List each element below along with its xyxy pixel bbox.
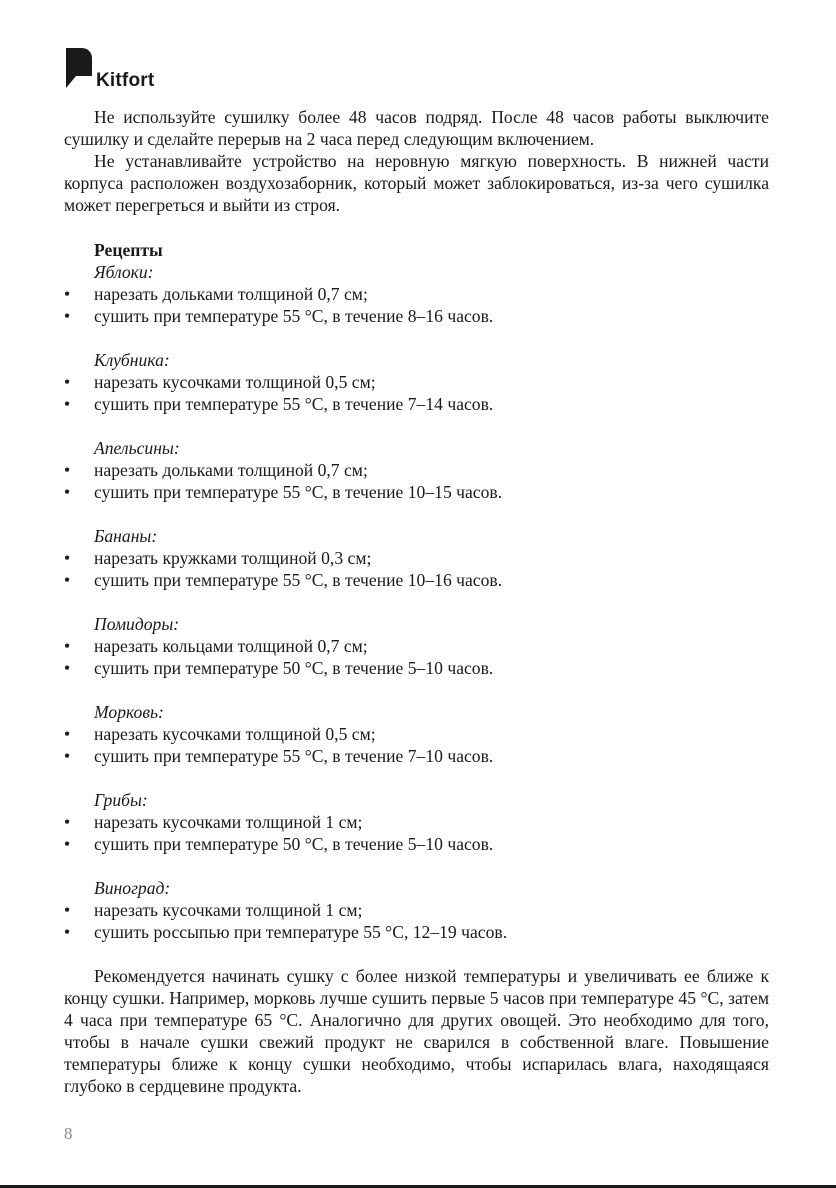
document-body (64, 106, 769, 1097)
kitfort-logo (64, 46, 154, 90)
recipe (64, 877, 769, 943)
recipe-step: • сушить при температуре 55 °C, в течение 8–16 часов. (64, 305, 769, 327)
recipe-step: • сушить при температуре 50 °C, в течение 5–10 часов. (64, 833, 769, 855)
recipe (64, 789, 769, 855)
page-number: 8 (64, 1124, 73, 1143)
recipe-name: Бананы: (94, 526, 158, 546)
recipe-steps (64, 459, 769, 503)
recipe-step: • нарезать кусочками толщиной 1 см; (64, 811, 769, 833)
recipe (64, 349, 769, 415)
intro-paragraph: Не используйте сушилку более 48 часов подряд. После 48 часов работы выключите сушилку и сделайте перерыв на 2 часа перед следующим включением. (64, 107, 769, 149)
recipe-step: • сушить при температуре 55 °C, в течение 10–15 часов. (64, 481, 769, 503)
recipe-name: Виноград: (94, 878, 171, 898)
recipe-step: • сушить при температуре 55 °C, в течение 7–10 часов. (64, 745, 769, 767)
recipe-step: • нарезать кусочками толщиной 1 см; (64, 899, 769, 921)
recipe (64, 261, 769, 327)
recipe-steps (64, 811, 769, 855)
recipe-step: • нарезать дольками толщиной 0,7 см; (64, 283, 769, 305)
recipes-heading: Рецепты (94, 240, 163, 260)
intro-paragraph: Не устанавливайте устройство на неровную мягкую поверхность. В нижней части корпуса расположен воздухозаборник, который может заблокироваться, из-за чего сушилка может перегреться и выйти из строя. (64, 151, 769, 215)
recipe-name: Грибы: (94, 790, 148, 810)
recipe-step: • нарезать дольками толщиной 0,7 см; (64, 459, 769, 481)
recipe-steps (64, 283, 769, 327)
recipe-step: • сушить при температуре 55 °C, в течение 10–16 часов. (64, 569, 769, 591)
recipe-steps (64, 635, 769, 679)
recipe-name: Яблоки: (94, 262, 154, 282)
recipe (64, 613, 769, 679)
recipe-step: • сушить россыпью при температуре 55 °C, 12–19 часов. (64, 921, 769, 943)
recipe-step: • нарезать кусочками толщиной 0,5 см; (64, 371, 769, 393)
recipe-step: • сушить при температуре 55 °C, в течение 7–14 часов. (64, 393, 769, 415)
closing-paragraph: Рекомендуется начинать сушку с более низкой температуры и увеличивать ее ближе к концу сушки. Например, морковь лучше сушить первые 5 часов при температуре 45 °C, затем 4 часа при температуре 65 °C. Аналогично для других овощей. Это необходимо для того, чтобы в начале сушки свежий продукт не сварился в собственной влаге. Повышение температуры ближе к концу сушки необходимо, чтобы испарилась влага, находящаяся глубоко в сердцевине продукта. (64, 966, 769, 1096)
recipe-step: • нарезать кольцами толщиной 0,7 см; (64, 635, 769, 657)
recipe-step: • нарезать кусочками толщиной 0,5 см; (64, 723, 769, 745)
recipe-step: • нарезать кружками толщиной 0,3 см; (64, 547, 769, 569)
recipe-name: Морковь: (94, 702, 164, 722)
recipe-name: Апельсины: (94, 438, 180, 458)
recipe (64, 437, 769, 503)
recipe-steps (64, 371, 769, 415)
recipe-name: Помидоры: (94, 614, 180, 634)
recipe-step: • сушить при температуре 50 °C, в течение 5–10 часов. (64, 657, 769, 679)
recipe-name: Клубника: (94, 350, 170, 370)
recipes-list (64, 261, 769, 943)
kitfort-logo-icon (64, 46, 94, 90)
brand-name: Kitfort (96, 70, 155, 91)
recipe-steps (64, 723, 769, 767)
recipe-steps (64, 547, 769, 591)
recipe (64, 525, 769, 591)
recipe (64, 701, 769, 767)
recipe-steps (64, 899, 769, 943)
